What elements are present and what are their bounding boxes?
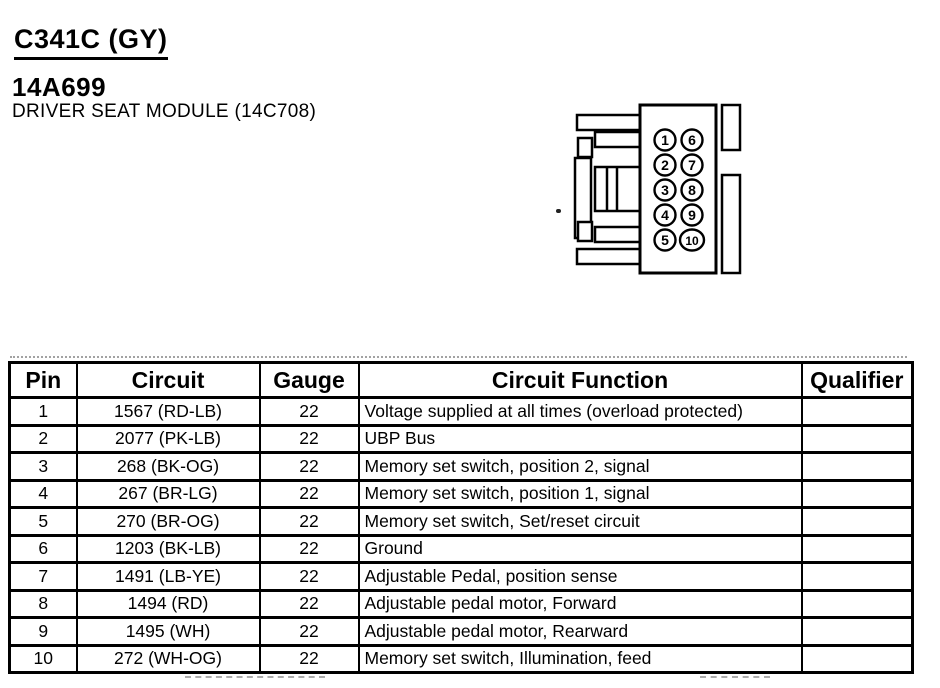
pin-number: 8 — [688, 182, 696, 198]
gauge-cell: 22 — [260, 618, 359, 646]
pin-cell: 2 — [10, 425, 77, 453]
function-cell: Memory set switch, position 2, signal — [359, 453, 802, 481]
gauge-cell: 22 — [260, 453, 359, 481]
qualifier-cell — [802, 480, 913, 508]
table-row — [10, 563, 913, 591]
function-cell: Adjustable pedal motor, Forward — [359, 590, 802, 618]
gauge-cell: 22 — [260, 480, 359, 508]
circuit-cell: 2077 (PK-LB) — [77, 425, 260, 453]
table-header-row — [10, 363, 913, 398]
function-cell: Adjustable Pedal, position sense — [359, 563, 802, 591]
pinout-table — [8, 361, 914, 674]
pin-cell: 7 — [10, 563, 77, 591]
gauge-cell: 22 — [260, 563, 359, 591]
circuit-cell: 1494 (RD) — [77, 590, 260, 618]
function-cell: Memory set switch, Illumination, feed — [359, 645, 802, 673]
pin-cell: 3 — [10, 453, 77, 481]
qualifier-cell — [802, 618, 913, 646]
table-row — [10, 535, 913, 563]
connector-id-title — [14, 24, 168, 60]
pin-cell: 4 — [10, 480, 77, 508]
gauge-header-cell: Gauge — [260, 363, 359, 398]
function-cell: Memory set switch, Set/reset circuit — [359, 508, 802, 536]
pin-number: 4 — [661, 207, 669, 223]
function-cell: Adjustable pedal motor, Rearward — [359, 618, 802, 646]
pin-cell: 6 — [10, 535, 77, 563]
connector-diagram — [558, 95, 748, 285]
pin-cell: 1 — [10, 398, 77, 426]
qualifier-header-cell: Qualifier — [802, 363, 913, 398]
table-row — [10, 480, 913, 508]
function-cell: Voltage supplied at all times (overload protected) — [359, 398, 802, 426]
qualifier-cell — [802, 508, 913, 536]
connector-latch — [575, 115, 642, 264]
gauge-cell: 22 — [260, 535, 359, 563]
function-header-cell: Circuit Function — [359, 363, 802, 398]
circuit-cell: 270 (BR-OG) — [77, 508, 260, 536]
table-row — [10, 590, 913, 618]
pin-cell: 5 — [10, 508, 77, 536]
gauge-cell: 22 — [260, 425, 359, 453]
circuit-cell: 1567 (RD-LB) — [77, 398, 260, 426]
table-row — [10, 453, 913, 481]
circuit-cell: 1495 (WH) — [77, 618, 260, 646]
circuit-cell: 272 (WH-OG) — [77, 645, 260, 673]
pin-number: 5 — [661, 232, 669, 248]
pin-cell: 9 — [10, 618, 77, 646]
table-row — [10, 425, 913, 453]
qualifier-cell — [802, 590, 913, 618]
pin-number: 10 — [685, 234, 699, 248]
part-number: 14A699 — [12, 72, 107, 102]
table-row — [10, 508, 913, 536]
pin-number: 3 — [661, 182, 669, 198]
component-name: DRIVER SEAT MODULE (14C708) — [12, 101, 317, 122]
qualifier-cell — [802, 535, 913, 563]
gauge-cell: 22 — [260, 398, 359, 426]
scan-noise-line — [700, 676, 770, 678]
scan-noise-line — [10, 356, 907, 358]
pin-cell: 8 — [10, 590, 77, 618]
pin-cell: 10 — [10, 645, 77, 673]
table-row — [10, 618, 913, 646]
pin-number: 1 — [661, 132, 669, 148]
scan-noise-line — [185, 676, 325, 678]
qualifier-cell — [802, 563, 913, 591]
circuit-cell: 1491 (LB-YE) — [77, 563, 260, 591]
circuit-header-cell: Circuit — [77, 363, 260, 398]
qualifier-cell — [802, 398, 913, 426]
gauge-cell: 22 — [260, 645, 359, 673]
function-cell: Memory set switch, position 1, signal — [359, 480, 802, 508]
gauge-cell: 22 — [260, 508, 359, 536]
circuit-cell: 267 (BR-LG) — [77, 480, 260, 508]
pin-number: 6 — [688, 132, 696, 148]
table-row — [10, 398, 913, 426]
pin-number: 2 — [661, 157, 669, 173]
function-cell: UBP Bus — [359, 425, 802, 453]
circuit-cell: 268 (BK-OG) — [77, 453, 260, 481]
qualifier-cell — [802, 425, 913, 453]
table-row — [10, 645, 913, 673]
circuit-cell: 1203 (BK-LB) — [77, 535, 260, 563]
qualifier-cell — [802, 453, 913, 481]
connector-id-text: C341C (GY) — [14, 24, 168, 60]
gauge-cell: 22 — [260, 590, 359, 618]
function-cell: Ground — [359, 535, 802, 563]
scan-speck — [556, 209, 561, 213]
pin-number: 7 — [688, 157, 696, 173]
pin-header-cell: Pin — [10, 363, 77, 398]
pin-number: 9 — [688, 207, 696, 223]
qualifier-cell — [802, 645, 913, 673]
